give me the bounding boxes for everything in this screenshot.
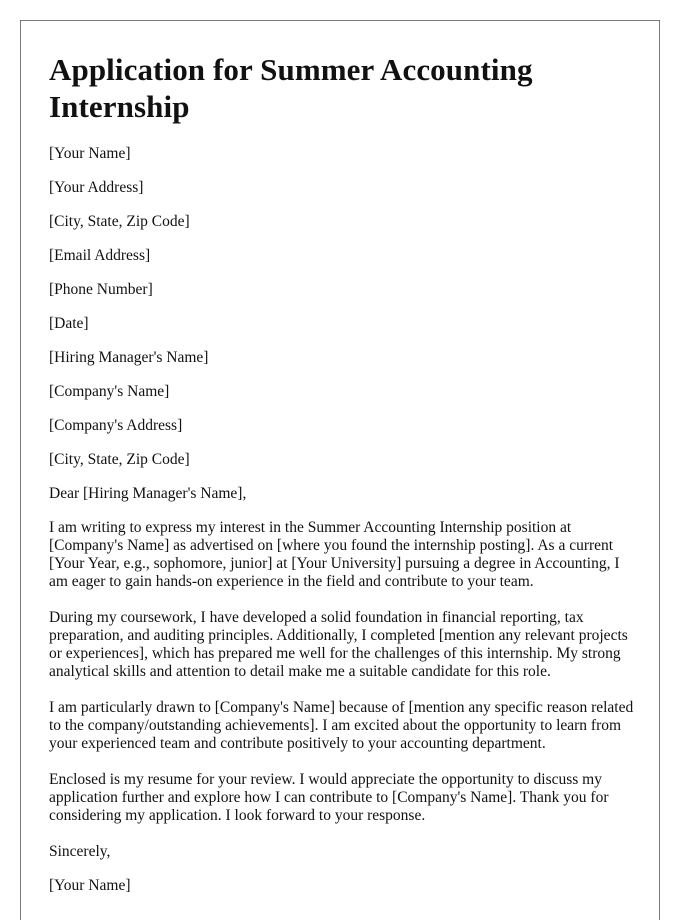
signature: [Your Name] — [49, 877, 131, 894]
recipient-manager-name: [Hiring Manager's Name] — [49, 349, 209, 366]
sender-phone: [Phone Number] — [49, 281, 153, 298]
sender-name: [Your Name] — [49, 145, 131, 162]
recipient-city-state-zip: [City, State, Zip Code] — [49, 451, 190, 468]
closing: Sincerely, — [49, 843, 111, 860]
body-paragraph-4: Enclosed is my resume for your review. I would appreciate the opportunity to discuss my application further and explore how I can contribute to [Company's Name]. Thank you for considering my application. I look forward to your response. — [49, 771, 609, 824]
sender-email: [Email Address] — [49, 247, 151, 264]
letter-page — [20, 20, 660, 920]
salutation: Dear [Hiring Manager's Name], — [49, 485, 247, 502]
letter-date: [Date] — [49, 315, 89, 332]
body-paragraph-2: During my coursework, I have developed a solid foundation in financial reporting, tax preparation, and auditing principles. Additionally, I completed [mention any relevant projects or experiences], which has prepared me well for the challenges of this internship. My strong analytical skills and attention to detail make me a suitable candidate for this role. — [49, 609, 628, 680]
recipient-company-name: [Company's Name] — [49, 383, 170, 400]
sender-address: [Your Address] — [49, 179, 144, 196]
sender-city-state-zip: [City, State, Zip Code] — [49, 213, 190, 230]
body-paragraph-1: I am writing to express my interest in the Summer Accounting Internship position at [Company's Name] as advertised on [where you found the internship posting]. As a current [Your Year, e.g., sophomore, junior] at [Your University] pursuing a degree in Accounting, I am eager to gain hands-on experience in the field and contribute to your team. — [49, 519, 620, 590]
letter-title: Application for Summer Accounting Internship — [49, 52, 533, 124]
letter-content — [49, 51, 639, 911]
body-paragraph-3: I am particularly drawn to [Company's Name] because of [mention any specific reason related to the company/outstanding achievements]. I am excited about the opportunity to learn from your experienced team and contribute positively to your accounting department. — [49, 699, 634, 752]
recipient-company-address: [Company's Address] — [49, 417, 183, 434]
